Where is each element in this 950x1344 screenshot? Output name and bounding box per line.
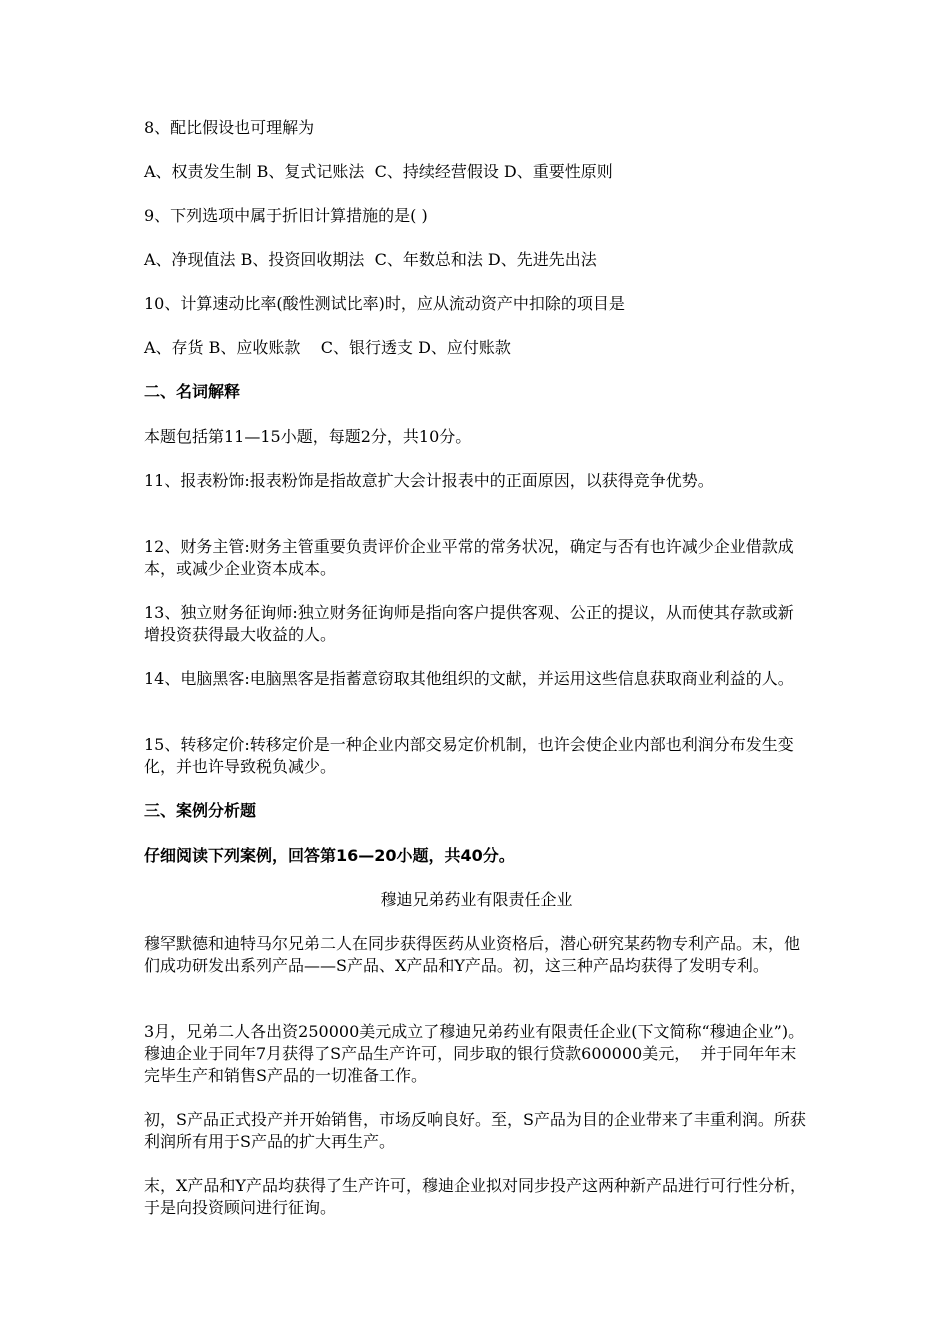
question-9-options: A、净现值法 B、投资回收期法 C、年数总和法 D、先进先出法 — [144, 250, 597, 269]
question-8-options: A、权责发生制 B、复式记账法 C、持续经营假设 D、重要性原则 — [144, 162, 613, 181]
question-8: 8、配比假设也可理解为 — [144, 118, 315, 137]
section-3-heading: 三、案例分析题 — [144, 801, 257, 820]
section-2-intro: 本题包括第11—15小题，每题2分，共10分。 — [144, 427, 472, 446]
section-3-intro: 仔细阅读下列案例，回答第16—20小题，共40分。 — [144, 846, 515, 865]
question-10: 10、计算速动比率(酸性测试比率)时，应从流动资产中扣除的项目是 — [144, 294, 625, 313]
term-14: 14、电脑黑客:电脑黑客是指蓄意窃取其他组织的文献，并运用这些信息获取商业利益的人。 — [144, 669, 794, 688]
term-12: 12、财务主管:财务主管重要负责评价企业平常的常务状况，确定与否有也许减少企业借款成本，或减少企业资本成本。 — [144, 537, 794, 578]
case-paragraph-2: 3月，兄弟二人各出资250000美元成立了穆迪兄弟药业有限责任企业(下文简称“穆迪企业”)。穆迪企业于同年7月获得了S产品生产许可，同步取的银行贷款600000美元， 并于同年年末完毕生产和销售S产品的一切准备工作。 — [144, 1022, 805, 1085]
term-13: 13、独立财务征询师:独立财务征询师是指向客户提供客观、公正的提议，从而使其存款或新增投资获得最大收益的人。 — [144, 603, 794, 644]
term-15: 15、转移定价:转移定价是一种企业内部交易定价机制，也许会使企业内部也利润分布发生变化，并也许导致税负减少。 — [144, 735, 794, 776]
section-2-heading: 二、名词解释 — [144, 382, 241, 401]
case-title: 穆迪兄弟药业有限责任企业 — [380, 890, 573, 909]
question-10-options: A、存货 B、应收账款 C、银行透支 D、应付账款 — [144, 338, 511, 357]
term-11: 11、报表粉饰:报表粉饰是指故意扩大会计报表中的正面原因，以获得竞争优势。 — [144, 471, 714, 490]
case-paragraph-4: 末，X产品和Y产品均获得了生产许可，穆迪企业拟对同步投产这两种新产品进行可行性分析，于是向投资顾问进行征询。 — [144, 1176, 806, 1217]
case-paragraph-1: 穆罕默德和迪特马尔兄弟二人在同步获得医药从业资格后，潜心研究某药物专利产品。末，他们成功研发出系列产品——S产品、X产品和Y产品。初，这三种产品均获得了发明专利。 — [144, 934, 801, 975]
case-paragraph-3: 初，S产品正式投产并开始销售，市场反响良好。至，S产品为目的企业带来了丰重利润。所获利润所有用于S产品的扩大再生产。 — [144, 1110, 806, 1151]
question-9: 9、下列选项中属于折旧计算措施的是( ) — [144, 206, 428, 225]
